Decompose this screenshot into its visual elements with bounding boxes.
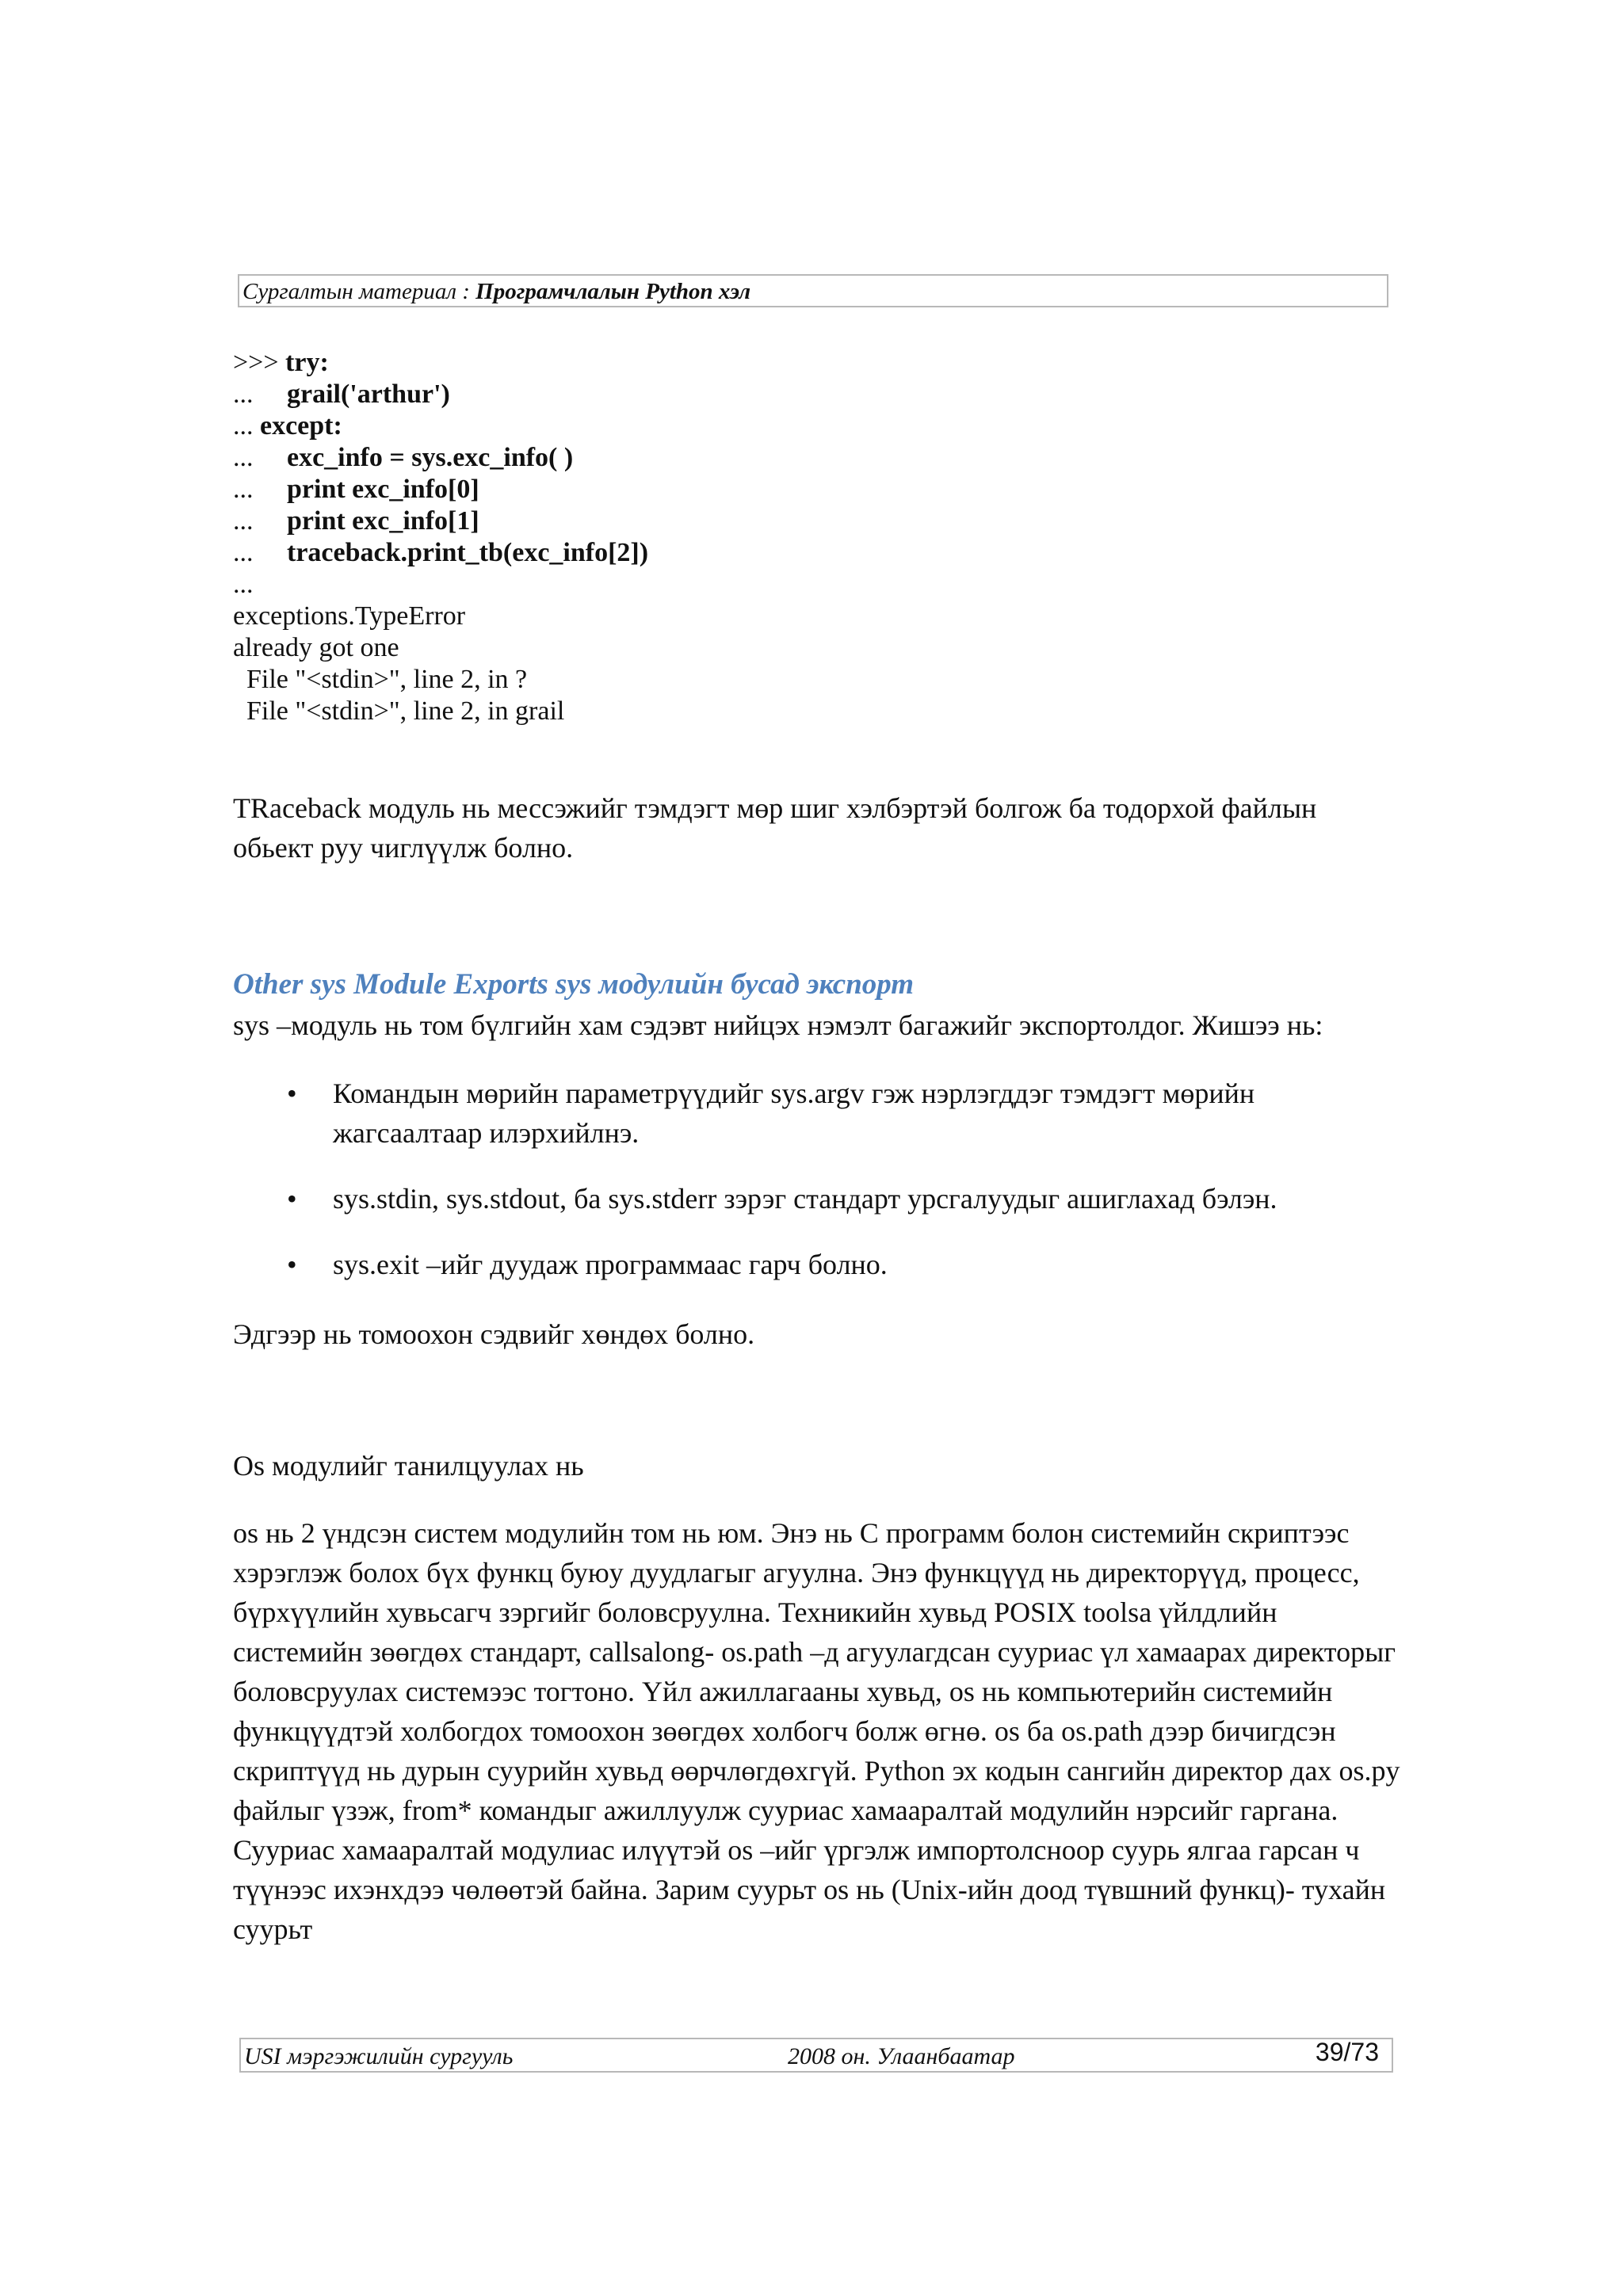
code-prefix: exceptions.TypeError bbox=[233, 601, 466, 631]
os-paragraph: os нь 2 үндсэн систем модулийн том нь юм. Энэ нь C программ болон системийн скриптээс хэрэглэж болох бүх функц буюу дуудлагыг агуулна. Энэ функцүүд нь директорүүд, процесс, бүрхүүлийн хувьсагч зэргийг боловсруулна. Техникийн хувьд POSIX toolsa үйлдлийн системийн зөөгдөх стандарт, callsalong- os.path –д агуулагдсан сууриас үл хамаарах директорыг боловсруулах системээс тогтоно. Үйл ажиллагааны хувьд, os нь компьютерийн системийн функцүүдтэй холбогдох томоохон зөөгдөх холбогч болж өгнө. os ба os.path дээр бичигдсэн скриптүүд нь дурын суурийн хувьд өөрчлөгдөхгүй. Python эх кодын сангийн директор дах os.py файлыг үзэж, from* командыг ажиллуулж сууриас хамааралтай модулийн нэрсийг гаргана. Сууриас хамааралтай модулиас илүүтэй os –ийг үргэлж импортолсноор суурь ялгаа гарсан ч түүнээс ихэнхдээ чөлөөтэй байна. Зарим суурьт os нь (Unix-ийн доод түвшний функц)- тухайн суурьт bbox=[233, 1517, 1400, 1945]
bullet-dot: • bbox=[287, 1183, 297, 1215]
code-line bbox=[233, 410, 648, 442]
code-statement: exc_info = sys.exc_info( ) bbox=[287, 443, 574, 472]
code-line bbox=[233, 601, 648, 632]
sys-intro-paragraph: sys –модуль нь том бүлгийн хам сэдэвт нийцэх нэмэлт багажийг экспортолдог. Жишээ нь: bbox=[233, 1009, 1323, 1041]
bullet-text: sys.stdin, sys.stdout, ба sys.stderr зэрэг стандарт урсгалуудыг ашиглахад бэлэн. bbox=[333, 1183, 1277, 1215]
footer-place-year: 2008 он. Улаанбаатар bbox=[788, 2043, 1015, 2069]
code-line bbox=[233, 632, 648, 664]
bullet-item bbox=[233, 1179, 1406, 1219]
bullet-text: sys.exit –ийг дуудаж программаас гарч болно. bbox=[333, 1249, 888, 1280]
bullet-dot: • bbox=[287, 1077, 297, 1109]
page-footer bbox=[239, 2038, 1393, 2073]
code-line bbox=[233, 505, 648, 537]
bullet-item bbox=[233, 1074, 1406, 1153]
code-line bbox=[233, 537, 648, 569]
code-line bbox=[233, 347, 648, 379]
code-line bbox=[233, 442, 648, 474]
code-line bbox=[233, 569, 648, 601]
bullet-text: Командын мөрийн параметрүүдийг sys.argv гэж нэрлэгддэг тэмдэгт мөрийн жагсаалтаар илэрхийлнэ. bbox=[333, 1077, 1255, 1149]
code-prefix: ... bbox=[233, 475, 287, 504]
code-prefix: ... bbox=[233, 443, 287, 472]
bullet-dot: • bbox=[287, 1249, 297, 1280]
code-prefix: ... bbox=[233, 411, 260, 441]
section-heading: Other sys Module Exports sys модулийн бусад экспорт bbox=[233, 968, 915, 1001]
code-line bbox=[233, 474, 648, 505]
os-section-title: Os модулийг танилцуулах нь bbox=[233, 1450, 584, 1482]
code-line bbox=[233, 664, 648, 696]
code-statement: except: bbox=[260, 411, 342, 441]
traceback-paragraph: TRaceback модуль нь мессэжийг тэмдэгт мөр шиг хэлбэртэй болгож ба тодорхой файлын обьект руу чиглүүлж болно. bbox=[233, 792, 1317, 864]
sys-bullet-list bbox=[233, 1074, 1406, 1284]
code-prefix: already got one bbox=[233, 633, 399, 662]
page-header bbox=[238, 274, 1388, 307]
code-line bbox=[233, 696, 648, 727]
code-prefix: File "<stdin>", line 2, in ? bbox=[233, 665, 528, 694]
header-prefix: Сургалтын материал : bbox=[242, 279, 476, 304]
code-prefix: ... bbox=[233, 538, 287, 567]
code-statement: try: bbox=[285, 348, 329, 377]
code-statement: traceback.print_tb(exc_info[2]) bbox=[287, 538, 649, 567]
code-prefix: ... bbox=[233, 506, 287, 536]
footer-school: USI мэргэжилийн сургууль bbox=[244, 2043, 514, 2069]
code-block bbox=[233, 347, 648, 727]
code-prefix: File "<stdin>", line 2, in grail bbox=[233, 696, 565, 726]
code-prefix: ... bbox=[233, 379, 287, 409]
header-title: Програмчлалын Python хэл bbox=[475, 279, 751, 304]
sys-outro-paragraph: Эдгээр нь томоохон сэдвийг хөндөх болно. bbox=[233, 1318, 755, 1350]
bullet-item bbox=[233, 1245, 1406, 1284]
code-statement: print exc_info[1] bbox=[287, 506, 479, 536]
page-number: 39/73 bbox=[1315, 2038, 1379, 2066]
code-statement: grail('arthur') bbox=[287, 379, 450, 409]
code-prefix: >>> bbox=[233, 348, 286, 377]
code-prefix: ... bbox=[233, 570, 254, 599]
code-statement: print exc_info[0] bbox=[287, 475, 479, 504]
code-line bbox=[233, 379, 648, 410]
